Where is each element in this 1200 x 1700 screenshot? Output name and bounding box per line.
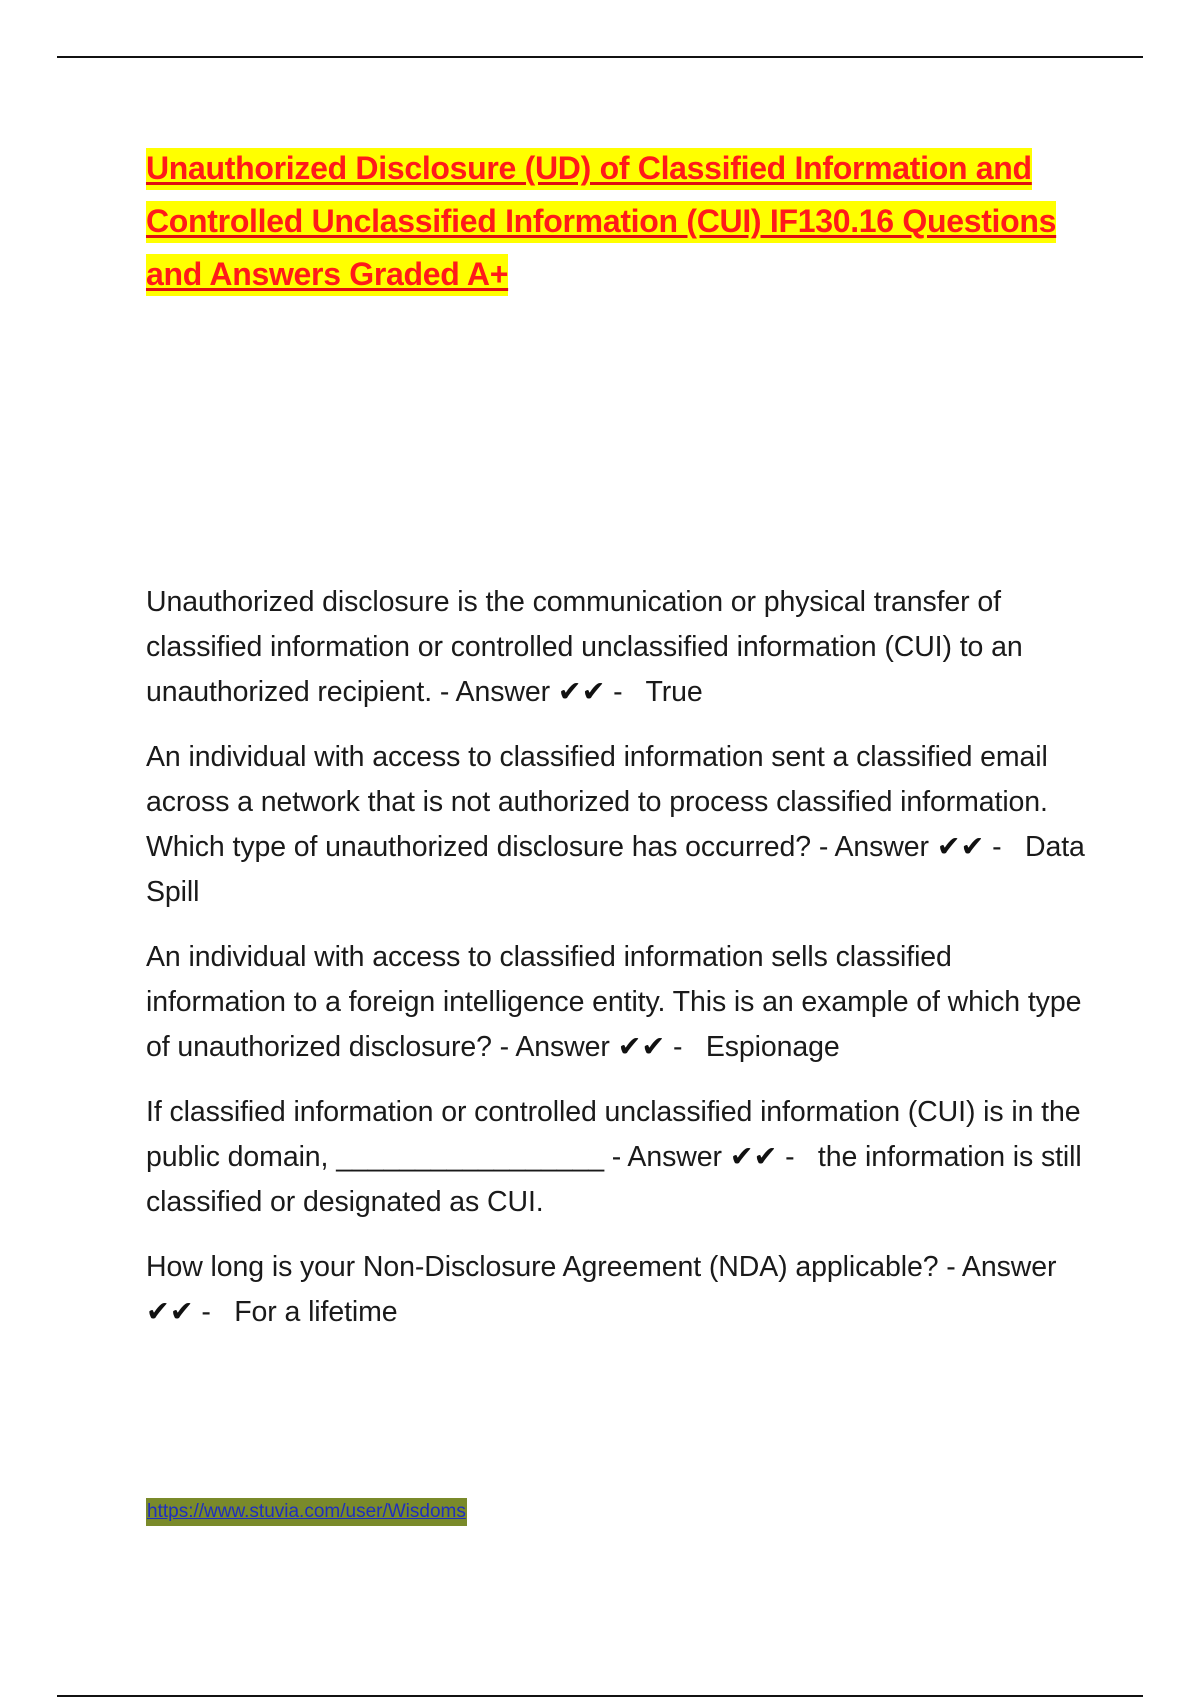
answer-label: Answer [834, 831, 929, 863]
top-divider [57, 56, 1143, 58]
question-text: Unauthorized disclosure is the communication or physical transfer of classified information or controlled unclassified information (CUI) to an unauthorized recipient. [146, 586, 1023, 708]
answer-text: Data Spill [146, 831, 1085, 908]
qa-item: An individual with access to classified information sells classified information to a foreign intelligence entity. This is an example of which type of unauthorized disclosure? - Answer ✔✔ - Espionage [146, 941, 1082, 1063]
answer-label: Answer [515, 1031, 610, 1063]
answer-text: Espionage [705, 1031, 840, 1063]
answer-text: the information is still classified or designated as CUI. [146, 1141, 1082, 1218]
bottom-divider [57, 1695, 1143, 1697]
qa-item: If classified information or controlled unclassified information (CUI) is in the public domain, _________________ - Answer ✔✔ - the information is still classified or designated as CUI. [146, 1096, 1082, 1218]
question-text: If classified information or controlled unclassified information (CUI) is in the public domain, _________________ [146, 1096, 1081, 1173]
document-title-text: Unauthorized Disclosure (UD) of Classified Information and Controlled Unclassified Information (CUI) IF130.16 Questions and Answers Graded A+ [146, 148, 1056, 296]
question-text: An individual with access to classified information sells classified information to a foreign intelligence entity. This is an example of which type of unauthorized disclosure? [146, 941, 1082, 1063]
double-check-icon: ✔✔ [557, 676, 606, 708]
question-text: An individual with access to classified information sent a classified email across a network that is not authorized to process classified information. Which type of unauthorized disclosure has occurred? [146, 741, 1048, 863]
answer-text: For a lifetime [234, 1296, 398, 1328]
document-title [146, 142, 1106, 301]
answer-label: Answer [627, 1141, 722, 1173]
qa-item: How long is your Non-Disclosure Agreement (NDA) applicable? - Answer ✔✔ - For a lifetime [146, 1251, 1057, 1328]
answer-label: Answer [455, 676, 550, 708]
double-check-icon: ✔✔ [729, 1141, 778, 1173]
double-check-icon: ✔✔ [936, 831, 985, 863]
answer-text: True [645, 676, 703, 708]
answer-label: Answer [961, 1251, 1057, 1283]
qa-list [146, 580, 1096, 1355]
qa-item: An individual with access to classified information sent a classified email across a network that is not authorized to process classified information. Which type of unauthorized disclosure has occurred? - Answer ✔✔ - Data Spill [146, 741, 1085, 908]
qa-item: Unauthorized disclosure is the communication or physical transfer of classified information or controlled unclassified information (CUI) to an unauthorized recipient. - Answer ✔✔ - True [146, 586, 1023, 708]
footer-link[interactable]: https://www.stuvia.com/user/Wisdoms [146, 1498, 467, 1526]
question-text: How long is your Non-Disclosure Agreement (NDA) applicable? [146, 1251, 939, 1283]
double-check-icon: ✔✔ [146, 1296, 194, 1328]
double-check-icon: ✔✔ [617, 1031, 666, 1063]
